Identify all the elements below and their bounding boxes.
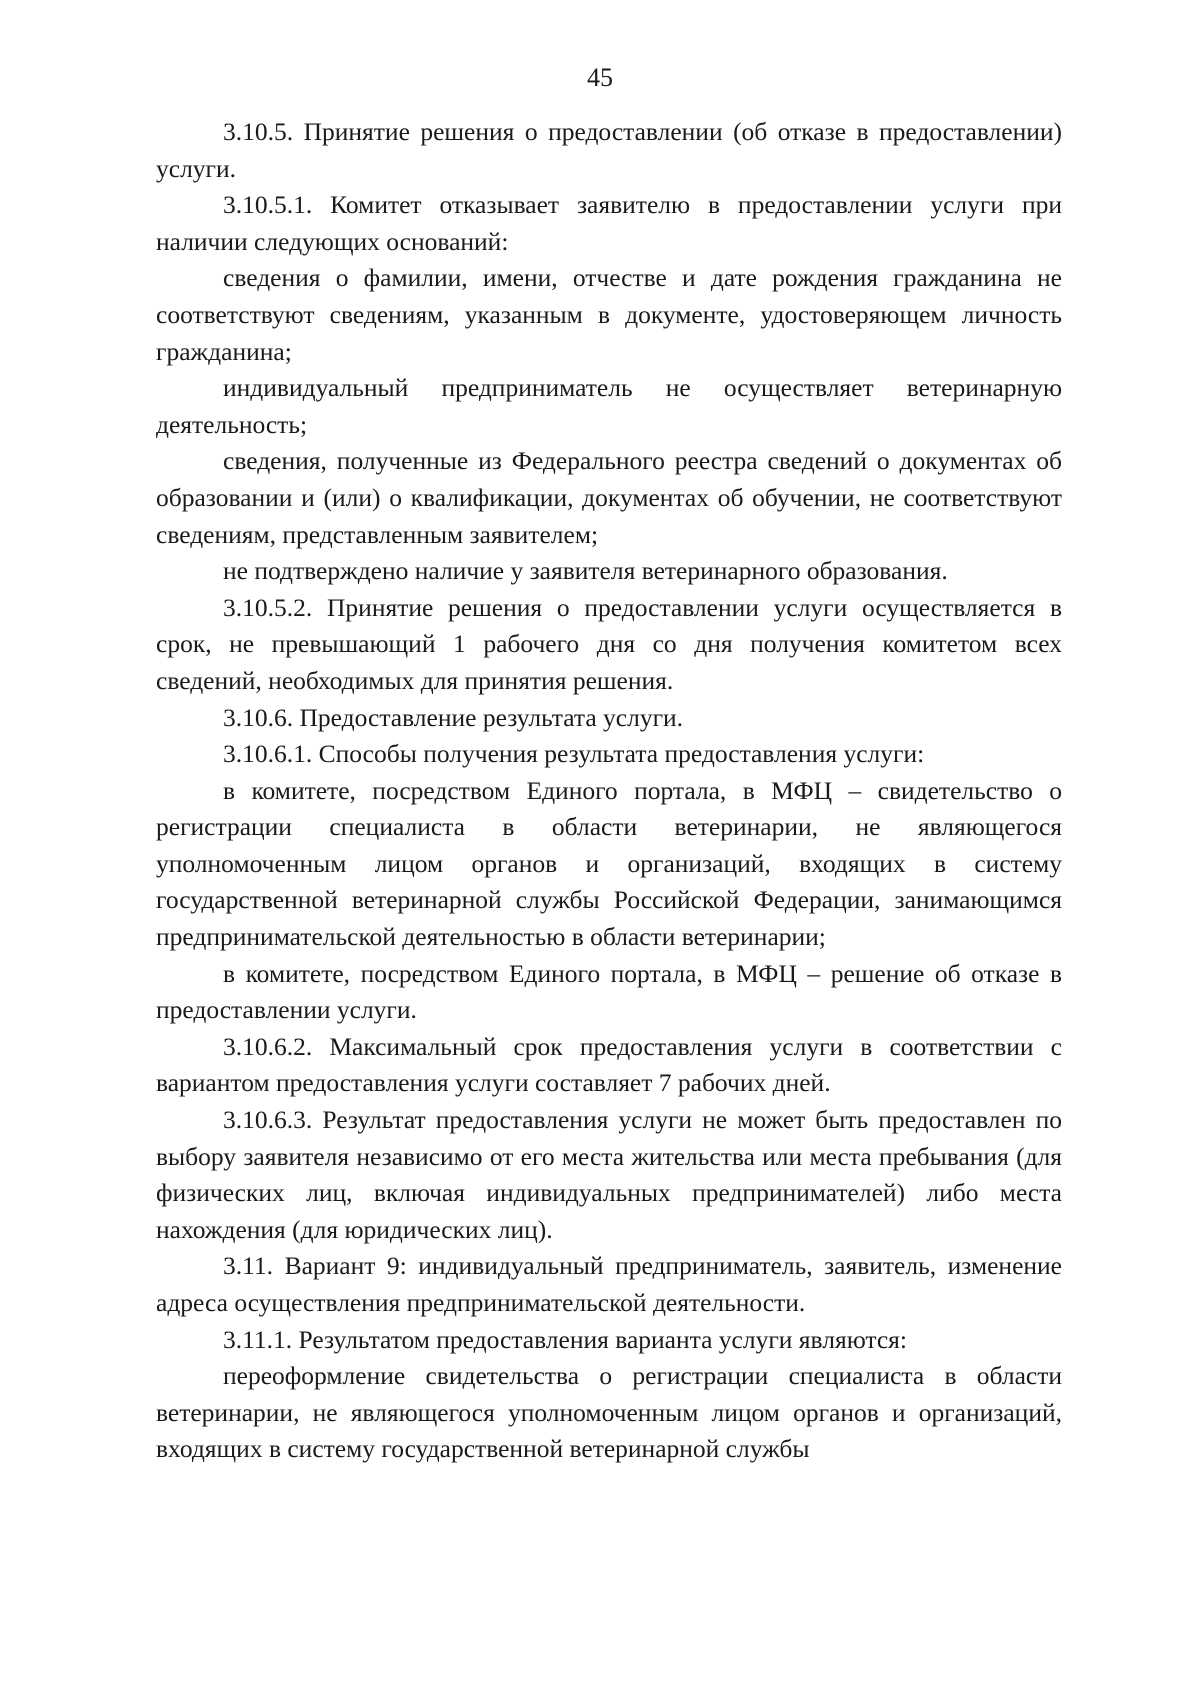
- paragraph-ground-no-vet-education: не подтверждено наличие у заявителя ветеринарного образования.: [223, 556, 948, 586]
- paragraph-reissue-certificate: переоформление свидетельства о регистрации специалиста в области ветеринарии, не являющегося уполномоченным лицом органов и организаций, входящих в систему государственной ветеринарной службы: [156, 1361, 1062, 1464]
- paragraph-result-refusal: в комитете, посредством Единого портала, в МФЦ – решение об отказе в предоставлении услуги.: [156, 958, 1062, 1025]
- paragraph-3-10-5: 3.10.5. Принятие решения о предоставлении (об отказе в предоставлении) услуги.: [156, 117, 1062, 183]
- paragraph-3-11-1: 3.11.1. Результатом предоставления варианта услуги являются:: [223, 1324, 907, 1354]
- paragraph-3-10-5-1: 3.10.5.1. Комитет отказывает заявителю в предоставлении услуги при наличии следующих оснований:: [156, 190, 1062, 256]
- paragraph-ground-registry-mismatch: сведения, полученные из Федерального реестра сведений о документах об образовании и (или) о квалификации, документах об обучении, не соответствуют сведениям, представленным заявителем;: [156, 446, 1062, 549]
- paragraph-ground-no-vet-activity: индивидуальный предприниматель не осуществляет ветеринарную деятельность;: [156, 373, 1062, 439]
- paragraph-3-10-6-2: 3.10.6.2. Максимальный срок предоставления услуги в соответствии с вариантом предоставления услуги составляет 7 рабочих дней.: [156, 1031, 1062, 1098]
- paragraph-3-10-6-1: 3.10.6.1. Способы получения результата предоставления услуги:: [223, 739, 925, 769]
- paragraph-3-10-6-3: 3.10.6.3. Результат предоставления услуги не может быть предоставлен по выбору заявителя независимо от его места жительства или места пребывания (для физических лиц, включая индивидуальных предпринимателей) либо места нахождения (для юридических лиц).: [156, 1105, 1062, 1244]
- body-text: [156, 114, 1062, 1468]
- paragraph-3-10-5-2: 3.10.5.2. Принятие решения о предоставлении услуги осуществляется в срок, не превышающий 1 рабочего дня со дня получения комитетом всех сведений, необходимых для принятия решения.: [156, 592, 1062, 695]
- paragraph-3-10-6: 3.10.6. Предоставление результата услуги.: [223, 702, 684, 732]
- paragraph-result-certificate: в комитете, посредством Единого портала, в МФЦ – свидетельство о регистрации специалиста в области ветеринарии, не являющегося уполномоченным лицом органов и организаций, входящих в систему государственной ветеринарной службы Российской Федерации, занимающимся предпринимательской деятельностью в области ветеринарии;: [156, 775, 1062, 952]
- paragraph-3-11: 3.11. Вариант 9: индивидуальный предприниматель, заявитель, изменение адреса осуществления предпринимательской деятельности.: [156, 1251, 1062, 1317]
- page-number: 45: [587, 63, 613, 92]
- paragraph-ground-name-mismatch: сведения о фамилии, имени, отчестве и дате рождения гражданина не соответствуют сведениям, указанным в документе, удостоверяющем личность гражданина;: [156, 263, 1062, 366]
